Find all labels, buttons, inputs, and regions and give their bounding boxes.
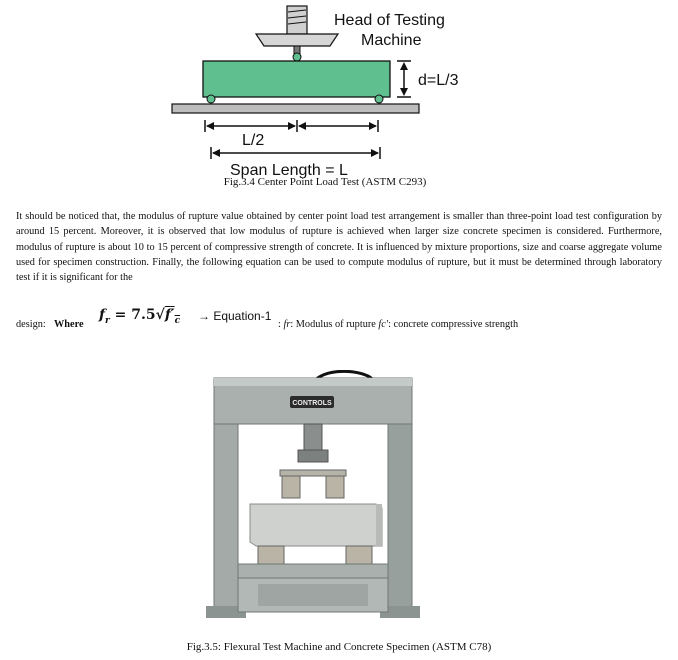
concrete-beam-specimen [250, 504, 382, 546]
head-label-line1: Head of Testing [334, 12, 445, 29]
head-label-line2: Machine [361, 32, 422, 49]
definitions: : fr: Modulus of rupture fc': concrete compressive strength [278, 319, 519, 330]
where-text: Where [54, 319, 84, 330]
figure2-caption: Fig.3.5: Flexural Test Machine and Concrete Specimen (ASTM C78) [186, 641, 492, 653]
span-label: Span Length = L [230, 162, 348, 178]
equation-formula: $f_r = 7.5√f'_c$ [99, 307, 181, 326]
depth-label: d=L/3 [418, 72, 459, 89]
equation-line [16, 305, 662, 335]
body-paragraph: It should be noticed that, the modulus of rupture value obtained by center point load test arrangement is smaller than three-point load test configuration by around 15 percent. Moreover, it is observed that low modulus of rupture is achieved when larger size concrete specimen is considered. Furthermore, modulus of rupture is about 10 to 15 percent of compressive strength of concrete. It is influenced by mixture proportions, size and coarse aggregate volume used for specimen construction. Finally, the following equation can be used to compute modulus of rupture, but it must be determined through laboratory test if it is significant for the [16, 211, 662, 284]
right-support-roller [375, 95, 383, 103]
load-point-roller [293, 53, 301, 61]
concrete-specimen [203, 61, 390, 97]
half-span-label: L/2 [242, 132, 265, 149]
figure1-caption: Fig.3.4 Center Point Load Test (ASTM C293) [223, 176, 427, 188]
center-point-load-diagram [0, 0, 678, 178]
left-support-roller [207, 95, 215, 103]
flexural-test-machine-image [200, 370, 430, 628]
load-head-plate [256, 34, 338, 46]
equation-label: → Equation-1 [198, 309, 272, 323]
brand-label: CONTROLS [292, 400, 332, 407]
support-base [172, 104, 419, 113]
design-text: design: [16, 319, 46, 330]
